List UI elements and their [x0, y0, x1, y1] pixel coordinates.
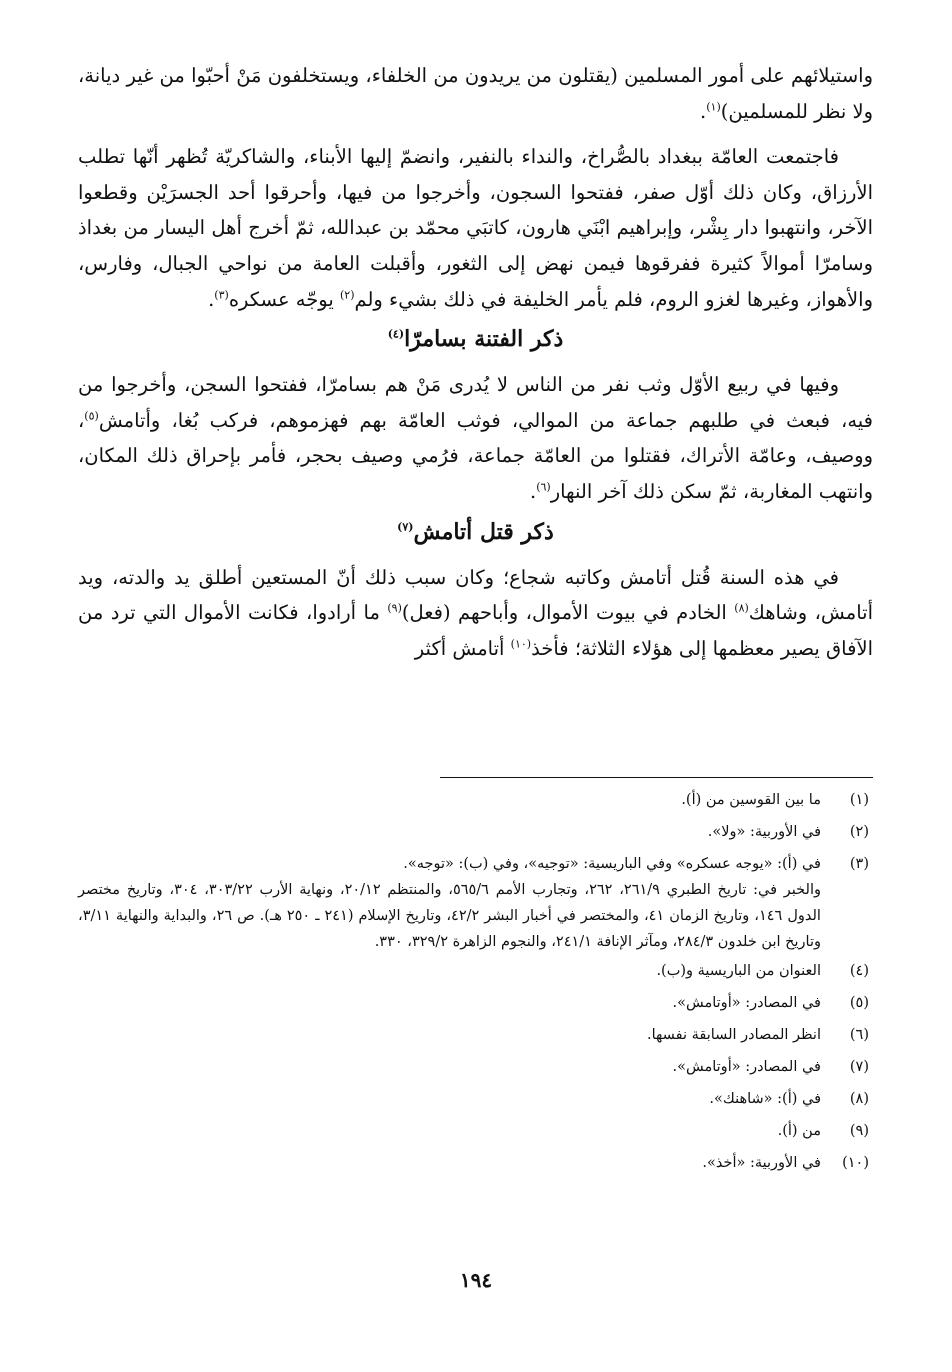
footnote-3 — [78, 848, 873, 955]
footnote-body — [78, 848, 821, 955]
paragraph-text: وفيها في ربيع الأوّل وثب نفر من الناس لا يُدرى مَنْ هم بسامرّا، ففتحوا السجن، وأخرجوا من فيه، فبعث في طلبهم جماعة من الموالي، فوثب العامّة بهم فهزموهم، فركب بُغا، وأتامش — [78, 373, 873, 432]
paragraph-3 — [78, 367, 873, 509]
footnote-number: (٢) — [849, 824, 869, 840]
footnote-number: (٧) — [849, 1059, 869, 1075]
footnote-ref: (٥) — [84, 409, 99, 423]
footnote-divider — [440, 777, 873, 778]
footnote-ref: (٢) — [340, 288, 355, 302]
footnote-number: (٥) — [849, 995, 869, 1011]
footnote-text: في (أ): «يوجه عسكره» وفي الباريسية: «توجيه»، وفي (ب): «توجه». — [403, 856, 821, 872]
paragraph-text: ما أرادوا، فكانت الأموال التي ترد من الآفاق يصير معظمها إلى هؤلاء الثلاثة؛ فأخذ — [78, 601, 873, 660]
footnote-1 — [78, 784, 873, 816]
footnote-text: ما بين القوسين من (أ). — [681, 792, 821, 808]
footnote-ref: (٣) — [214, 288, 229, 302]
footnote-ref: (١٠) — [510, 637, 532, 651]
paragraph-text: ، ووصيف، وعامّة الأتراك، فقتلوا من العامّة جماعة، فرُمي وصيف بحجر، فأمر بإحراق ذلك المكان، وانتهب المغاربة، ثمّ سكن ذلك آخر النهار — [78, 408, 873, 503]
paragraph-text: واستيلائهم على أمور المسلمين (يقتلون من يريدون من الخلفاء، ويستخلفون مَنْ أحبّوا من غير ديانة، ولا نظر للمسلمين) — [78, 64, 873, 123]
paragraph-text: فاجتمعت العامّة ببغداد بالصُّراخ، والنداء بالنفير، وانضمّ إليها الأبناء، والشاكريّة تُظهر أنّها تطلب الأرزاق، وكان ذلك أوّل صفر، ففتحوا السجون، وأخرجوا من فيها، وأحرقوا أحد الجسرَيْن وقطعوا الآخر، وانتهبوا دار بِشْر، وإبراهيم ابْنَي هارون، كاتبَي محمّد بن عبدالله، ثمّ أخرج أهل اليسار من بغداذ وسامرّا أموالاً كثيرة ففرقوها فيمن نهض إلى الثغور، وأقبلت العامة من نواحي الجبال، وفارس، والأهواز، وغيرها لغزو الروم، فلم يأمر الخليفة في ذلك بشيء ولم — [78, 145, 873, 311]
footnote-number: (٩) — [849, 1123, 869, 1139]
heading-text: ذكر الفتنة بسامرّا — [404, 326, 564, 353]
section-heading-atamish — [78, 514, 873, 550]
footnote-9 — [78, 1115, 873, 1147]
footnote-number: (٣) — [849, 856, 869, 872]
footnote-ref: (٩) — [387, 601, 402, 615]
footnote-sources: والخبر في: تاريخ الطبري ٢٦١/٩، ٢٦٢، وتجارب الأمم ٥٦٥/٦، والمنتظم ٢٠/١٢، ونهاية الأرب ٣٠٣/٢٢، ٣٠٤، وتاريخ مختصر الدول ١٤٦، وتاريخ الزمان ٤١، والمختصر في أخبار البشر ٤٢/٢، وتاريخ الإسلام (٢٤١ ـ ٢٥٠ هـ). ص ٢٦، والبداية والنهاية ٣/١١، وتاريخ ابن خلدون ٢٨٤/٣، ومآثر الإنافة ٢٤١/١، والنجوم الزاهرة ٣٢٩/٢، ٣٣٠. — [78, 882, 821, 950]
footnote-number: (٨) — [849, 1091, 869, 1107]
footnote-text: في الأوربية: «أخذ». — [702, 1155, 821, 1171]
footnote-ref: (٨) — [734, 601, 749, 615]
footnote-text: في المصادر: «أوتامش». — [672, 995, 821, 1011]
footnote-text: في الأوربية: «ولا». — [707, 824, 821, 840]
footnote-6 — [78, 1019, 873, 1051]
footnote-text: من (أ). — [777, 1123, 821, 1139]
footnote-5 — [78, 987, 873, 1019]
footnote-4 — [78, 955, 873, 987]
heading-text: ذكر قتل أتامش — [413, 518, 554, 545]
paragraph-text: يوجّه عسكره — [228, 287, 340, 311]
footnote-ref: (١) — [706, 100, 721, 114]
footnote-8 — [78, 1083, 873, 1115]
footnote-7 — [78, 1051, 873, 1083]
paragraph-2 — [78, 139, 873, 317]
footnotes — [78, 784, 873, 1179]
footnote-text: في (أ): «شاهنك». — [709, 1091, 821, 1107]
footnote-text: العنوان من الباريسية و(ب). — [656, 963, 821, 979]
footnote-ref: (٦) — [536, 480, 551, 494]
footnote-2 — [78, 816, 873, 848]
main-text — [78, 58, 873, 666]
footnote-number: (١) — [849, 792, 869, 808]
paragraph-text: الخادم في بيوت الأموال، وأباحهم (فعل) — [401, 601, 735, 625]
footnote-text: انظر المصادر السابقة نفسها. — [646, 1027, 821, 1043]
footnote-ref: (٤) — [387, 327, 405, 341]
footnote-ref: (٧) — [397, 520, 414, 534]
footnote-10 — [78, 1147, 873, 1179]
footnote-number: (١٠) — [842, 1155, 869, 1171]
footnote-text: في المصادر: «أوتامش». — [672, 1059, 821, 1075]
footnote-number: (٤) — [849, 963, 869, 979]
paragraph-text: . — [529, 479, 537, 503]
paragraph-1 — [78, 58, 873, 129]
paragraph-4 — [78, 560, 873, 667]
paragraph-text: في هذه السنة قُتل أتامش وكاتبه شجاع؛ وكان سبب ذلك أنّ المستعين أطلق يد والدته، ويد أتامش، وشاهك — [78, 565, 874, 625]
section-heading-fitna — [78, 321, 873, 357]
page-number: ١٩٤ — [459, 1268, 493, 1292]
paragraph-text: . — [208, 287, 215, 311]
paragraph-text: أتامش أكثر — [414, 636, 511, 660]
footnote-number: (٦) — [849, 1027, 869, 1043]
paragraph-text: . — [700, 99, 707, 123]
